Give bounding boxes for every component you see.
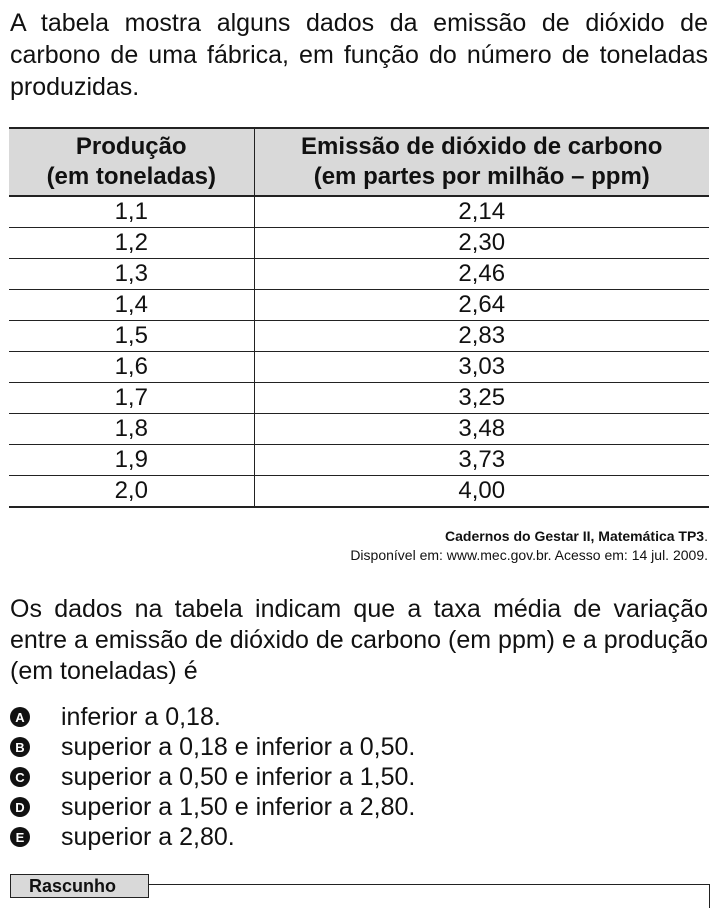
intro-paragraph: A tabela mostra alguns dados da emissão de dióxido de carbono de uma fábrica, em função do número de toneladas produzidas. (10, 9, 708, 101)
emissions-table (9, 127, 709, 508)
production-header (9, 128, 254, 196)
source-availability: Disponível em: www.mec.gov.br. Acesso em: 14 jul. 2009. (350, 547, 708, 563)
emission-cell: 2,14 (254, 196, 709, 228)
production-cell: 1,7 (9, 383, 254, 414)
emission-cell: 3,03 (254, 352, 709, 383)
production-cell: 1,9 (9, 445, 254, 476)
option-e-text: superior a 2,80. (61, 822, 235, 851)
production-header-line1: Produção (75, 133, 187, 160)
emission-cell: 2,46 (254, 259, 709, 290)
option-b[interactable] (10, 732, 415, 762)
emission-header-line1: Emissão de dióxido de carbono (301, 133, 663, 160)
production-cell: 1,5 (9, 321, 254, 352)
table-row (9, 352, 709, 383)
option-d[interactable] (10, 792, 415, 822)
table-row (9, 414, 709, 445)
table-row (9, 383, 709, 414)
production-cell: 1,4 (9, 290, 254, 321)
rascunho-label: Rascunho (10, 874, 149, 898)
source-title: Cadernos do Gestar II, Matemática TP3 (445, 528, 705, 544)
production-cell: 1,3 (9, 259, 254, 290)
table-row (9, 445, 709, 476)
production-cell: 1,1 (9, 196, 254, 228)
emission-cell: 2,83 (254, 321, 709, 352)
table-row (9, 259, 709, 290)
table-row (9, 476, 709, 508)
option-e[interactable] (10, 822, 415, 852)
option-d-badge: D (10, 797, 30, 817)
option-c-text: superior a 0,50 e inferior a 1,50. (61, 762, 416, 791)
option-b-badge: B (10, 737, 30, 757)
option-a[interactable] (10, 702, 415, 732)
production-cell: 1,8 (9, 414, 254, 445)
option-a-badge: A (10, 707, 30, 727)
emission-cell: 3,48 (254, 414, 709, 445)
table-row (9, 228, 709, 259)
rascunho-top-rule (149, 884, 710, 885)
emission-cell: 3,25 (254, 383, 709, 414)
production-cell: 1,2 (9, 228, 254, 259)
emission-cell: 4,00 (254, 476, 709, 508)
source-citation (350, 527, 708, 565)
option-c-badge: C (10, 767, 30, 787)
table-row (9, 290, 709, 321)
option-d-text: superior a 1,50 e inferior a 2,80. (61, 792, 416, 821)
production-cell: 1,6 (9, 352, 254, 383)
emission-cell: 2,64 (254, 290, 709, 321)
option-b-text: superior a 0,18 e inferior a 0,50. (61, 732, 416, 761)
source-title-period: . (704, 528, 708, 544)
emission-header-line2: (em partes por milhão – ppm) (313, 163, 650, 190)
production-header-line2: (em toneladas) (46, 163, 216, 190)
option-c[interactable] (10, 762, 415, 792)
table-row (9, 196, 709, 228)
option-a-text: inferior a 0,18. (61, 702, 221, 731)
emission-header (254, 128, 709, 196)
answer-options (10, 702, 415, 852)
table-header-row (9, 128, 709, 196)
option-e-badge: E (10, 827, 30, 847)
emission-cell: 3,73 (254, 445, 709, 476)
emission-cell: 2,30 (254, 228, 709, 259)
table-row (9, 321, 709, 352)
production-cell: 2,0 (9, 476, 254, 508)
source-title-line (350, 527, 708, 546)
rascunho-right-rule (709, 884, 710, 908)
question-stem: Os dados na tabela indicam que a taxa média de variação entre a emissão de dióxido de carbono (em ppm) e a produção (em toneladas) é (10, 595, 708, 685)
